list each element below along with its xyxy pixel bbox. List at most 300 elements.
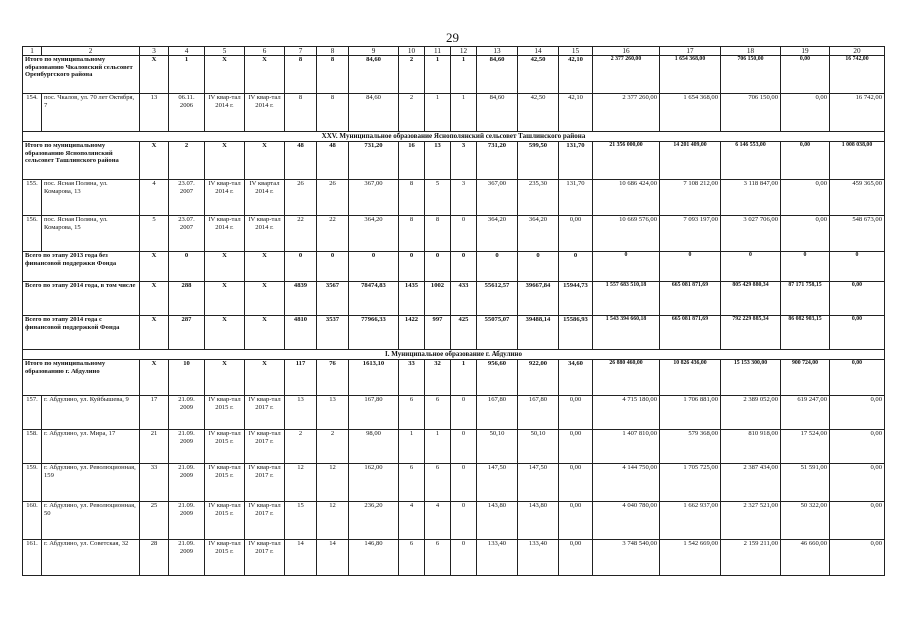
total-cell: 900 724,00 [781, 360, 830, 396]
table-cell: 0 [451, 396, 477, 430]
total-cell: 87 171 758,15 [781, 282, 830, 316]
table-cell: 2 327 521,00 [721, 502, 781, 540]
total-cell: 0 [721, 252, 781, 282]
total-cell: 0 [399, 252, 425, 282]
address-cell: пос. Ясная Поляна, ул. Комарова, 15 [42, 216, 140, 252]
total-cell: 2 [399, 56, 425, 94]
total-cell: 2 [169, 142, 205, 180]
total-cell: X [205, 56, 245, 94]
table-cell: 0 [451, 430, 477, 464]
total-cell: 0 [477, 252, 518, 282]
table-cell: IV квар-тал 2015 г. [205, 430, 245, 464]
table-cell: 98,00 [349, 430, 399, 464]
total-row [23, 56, 885, 94]
table-cell: 2 [285, 430, 317, 464]
column-header-18: 18 [721, 47, 781, 56]
housing-program-table [22, 46, 885, 576]
table-cell: 1 407 810,00 [593, 430, 660, 464]
table-row [23, 430, 885, 464]
table-cell: 147,50 [518, 464, 559, 502]
table-cell: 0,00 [830, 502, 885, 540]
table-cell: 50 322,00 [781, 502, 830, 540]
total-cell: 0 [781, 252, 830, 282]
section-header-row [23, 132, 885, 142]
total-cell: X [245, 282, 285, 316]
total-cell: 1002 [425, 282, 451, 316]
table-cell: 162,00 [349, 464, 399, 502]
table-cell: IV квар-тал 2015 г. [205, 502, 245, 540]
column-header-12: 12 [451, 47, 477, 56]
column-header-20: 20 [830, 47, 885, 56]
table-cell: 4 715 180,00 [593, 396, 660, 430]
table-cell: 0,00 [781, 94, 830, 132]
table-cell: 46 660,00 [781, 540, 830, 576]
table-cell: IV квар-тал 2014 г. [245, 216, 285, 252]
table-cell: 2 389 052,00 [721, 396, 781, 430]
total-cell: 8 [285, 56, 317, 94]
table-cell: 28 [140, 540, 169, 576]
table-cell: 2 [317, 430, 349, 464]
table-cell: 25 [140, 502, 169, 540]
table-cell: 133,40 [518, 540, 559, 576]
table-cell: 0 [451, 540, 477, 576]
table-cell: 22 [285, 216, 317, 252]
total-cell: 39488,14 [518, 316, 559, 350]
total-cell: 48 [317, 142, 349, 180]
row-number: 155. [23, 180, 42, 216]
total-cell: 84,60 [349, 56, 399, 94]
table-cell: 21 [140, 430, 169, 464]
table-cell: 1 654 368,00 [660, 94, 721, 132]
table-row [23, 180, 885, 216]
table-cell: IV квар-тал 2017 г. [245, 396, 285, 430]
table-cell: 1 662 937,00 [660, 502, 721, 540]
table-cell: 3 118 847,00 [721, 180, 781, 216]
row-number: 159. [23, 464, 42, 502]
table-cell: IV квар-тал 2014 г. [245, 94, 285, 132]
total-cell: X [205, 360, 245, 396]
total-cell: 16 742,00 [830, 56, 885, 94]
column-header-11: 11 [425, 47, 451, 56]
table-cell: 1 [425, 94, 451, 132]
table-cell: 143,80 [518, 502, 559, 540]
total-cell: 0 [559, 252, 593, 282]
total-cell: 3 [451, 142, 477, 180]
table-cell: 50,10 [518, 430, 559, 464]
total-row [23, 360, 885, 396]
address-cell: г. Абдулино, ул. Советская, 32 [42, 540, 140, 576]
total-cell: 77966,33 [349, 316, 399, 350]
table-cell: 6 [425, 464, 451, 502]
total-label: Итого по муниципальному образованию Яснополянский сельсовет Ташлинского района [23, 142, 140, 180]
total-row [23, 282, 885, 316]
column-header-15: 15 [559, 47, 593, 56]
total-cell: 1 [169, 56, 205, 94]
table-cell: 42,10 [559, 94, 593, 132]
total-label: Всего по этапу 2014 года, в том числе [23, 282, 140, 316]
table-cell: 16 742,00 [830, 94, 885, 132]
table-cell: 42,50 [518, 94, 559, 132]
table-cell: 10 686 424,00 [593, 180, 660, 216]
table-cell: 51 591,00 [781, 464, 830, 502]
table-cell: 6 [399, 396, 425, 430]
column-header-17: 17 [660, 47, 721, 56]
table-cell: 0 [451, 216, 477, 252]
table-cell: 133,40 [477, 540, 518, 576]
total-cell: X [140, 142, 169, 180]
total-cell: X [140, 360, 169, 396]
total-cell: 1 [451, 360, 477, 396]
total-cell: 0 [451, 252, 477, 282]
table-cell: 22 [317, 216, 349, 252]
total-cell: 0,00 [830, 360, 885, 396]
total-cell: 84,60 [477, 56, 518, 94]
table-cell: 167,80 [349, 396, 399, 430]
table-row [23, 216, 885, 252]
total-cell: X [140, 282, 169, 316]
table-cell: 2 159 211,00 [721, 540, 781, 576]
table-cell: 0,00 [559, 540, 593, 576]
column-header-16: 16 [593, 47, 660, 56]
total-cell: 0 [518, 252, 559, 282]
table-cell: 50,10 [477, 430, 518, 464]
total-cell: X [245, 360, 285, 396]
total-cell: 2 377 260,00 [593, 56, 660, 94]
table-cell: 17 524,00 [781, 430, 830, 464]
table-cell: 235,30 [518, 180, 559, 216]
total-row [23, 142, 885, 180]
table-cell: 17 [140, 396, 169, 430]
total-cell: 4810 [285, 316, 317, 350]
table-cell: 167,80 [477, 396, 518, 430]
table-cell: 146,80 [349, 540, 399, 576]
table-cell: 459 365,00 [830, 180, 885, 216]
total-cell: 1 [425, 56, 451, 94]
total-cell: 26 880 460,00 [593, 360, 660, 396]
total-cell: 15 153 300,00 [721, 360, 781, 396]
address-cell: пос. Чкалов, ул. 70 лет Октября, 7 [42, 94, 140, 132]
table-cell: 4 [140, 180, 169, 216]
total-cell: X [140, 56, 169, 94]
total-cell: 997 [425, 316, 451, 350]
total-cell: 1 008 038,00 [830, 142, 885, 180]
table-cell: 0 [451, 464, 477, 502]
table-cell: 147,50 [477, 464, 518, 502]
total-cell: X [245, 316, 285, 350]
row-number: 161. [23, 540, 42, 576]
table-cell: 4 144 750,00 [593, 464, 660, 502]
table-cell: 6 [425, 396, 451, 430]
section-title: XXV. Муниципальное образование Яснополянский сельсовет Ташлинского района [23, 132, 885, 142]
table-cell: 7 108 212,00 [660, 180, 721, 216]
total-cell: X [205, 252, 245, 282]
table-cell: IV квар-тал 2014 г. [205, 180, 245, 216]
total-cell: 6 146 553,00 [721, 142, 781, 180]
address-cell: г. Абдулино, ул. Революционная, 159 [42, 464, 140, 502]
total-cell: 0 [593, 252, 660, 282]
table-cell: 367,00 [477, 180, 518, 216]
table-cell: IV квар-тал 2015 г. [205, 396, 245, 430]
table-cell: 8 [425, 216, 451, 252]
total-cell: 665 081 871,69 [660, 316, 721, 350]
column-header-2: 2 [42, 47, 140, 56]
table-cell: 548 673,00 [830, 216, 885, 252]
total-cell: 0 [349, 252, 399, 282]
total-cell: 4839 [285, 282, 317, 316]
table-cell: 6 [425, 540, 451, 576]
total-cell: 8 [317, 56, 349, 94]
table-cell: IV квар-тал 2017 г. [245, 464, 285, 502]
table-cell: 8 [285, 94, 317, 132]
table-cell: 0,00 [559, 216, 593, 252]
total-row [23, 252, 885, 282]
total-cell: 10 826 436,00 [660, 360, 721, 396]
column-header-5: 5 [205, 47, 245, 56]
row-number: 158. [23, 430, 42, 464]
table-cell: 1 [425, 430, 451, 464]
total-cell: 34,60 [559, 360, 593, 396]
total-label: Всего по этапу 2014 года с финансовой поддержкой Фонда [23, 316, 140, 350]
table-cell: 23.07. 2007 [169, 180, 205, 216]
total-cell: 78474,83 [349, 282, 399, 316]
table-cell: 1 [451, 94, 477, 132]
column-header-13: 13 [477, 47, 518, 56]
table-cell: 143,80 [477, 502, 518, 540]
table-cell: IV квар-тал 2015 г. [205, 464, 245, 502]
total-cell: 0,00 [781, 142, 830, 180]
column-header-14: 14 [518, 47, 559, 56]
total-cell: X [245, 56, 285, 94]
column-header-row [23, 47, 885, 56]
table-cell: 0,00 [830, 540, 885, 576]
total-cell: 0,00 [830, 316, 885, 350]
table-cell: 0,00 [781, 216, 830, 252]
total-cell: 805 429 880,34 [721, 282, 781, 316]
table-cell: IV квар-тал 2014 г. [205, 94, 245, 132]
table-cell: 4 [425, 502, 451, 540]
total-cell: 42,10 [559, 56, 593, 94]
section-header-row [23, 350, 885, 360]
table-cell: 364,20 [349, 216, 399, 252]
total-cell: 14 201 409,00 [660, 142, 721, 180]
table-cell: 0,00 [559, 396, 593, 430]
total-cell: 0 [169, 252, 205, 282]
table-cell: 236,20 [349, 502, 399, 540]
column-header-19: 19 [781, 47, 830, 56]
table-row [23, 94, 885, 132]
table-cell: 5 [140, 216, 169, 252]
total-cell: 0 [317, 252, 349, 282]
total-cell: 0 [425, 252, 451, 282]
table-cell: 706 150,00 [721, 94, 781, 132]
total-cell: 1 [451, 56, 477, 94]
table-cell: 3 748 540,00 [593, 540, 660, 576]
total-cell: 1 654 368,00 [660, 56, 721, 94]
column-header-7: 7 [285, 47, 317, 56]
total-cell: 16 [399, 142, 425, 180]
table-cell: 21.09. 2009 [169, 464, 205, 502]
table-cell: 12 [285, 464, 317, 502]
section-title: I. Муниципальное образование г. Абдулино [23, 350, 885, 360]
total-cell: 21 356 000,00 [593, 142, 660, 180]
table-cell: 33 [140, 464, 169, 502]
row-number: 160. [23, 502, 42, 540]
table-cell: 3 027 706,00 [721, 216, 781, 252]
table-cell: 06.11. 2006 [169, 94, 205, 132]
address-cell: г. Абдулино, ул. Куйбышева, 9 [42, 396, 140, 430]
total-cell: 0 [660, 252, 721, 282]
table-cell: 21.09. 2009 [169, 502, 205, 540]
table-cell: IV квар-тал 2017 г. [245, 430, 285, 464]
total-cell: 86 082 903,15 [781, 316, 830, 350]
total-cell: 1 543 394 660,18 [593, 316, 660, 350]
table-cell: 367,00 [349, 180, 399, 216]
total-cell: 48 [285, 142, 317, 180]
table-row [23, 396, 885, 430]
table-cell: 2 387 434,00 [721, 464, 781, 502]
table-cell: 26 [285, 180, 317, 216]
table-cell: IV квар-тал 2015 г. [205, 540, 245, 576]
total-cell: X [140, 252, 169, 282]
total-cell: 13 [425, 142, 451, 180]
column-header-6: 6 [245, 47, 285, 56]
table-cell: 6 [399, 540, 425, 576]
table-cell: 579 368,00 [660, 430, 721, 464]
table-cell: 21.09. 2009 [169, 396, 205, 430]
total-cell: 42,50 [518, 56, 559, 94]
table-cell: 1 705 725,00 [660, 464, 721, 502]
total-cell: 10 [169, 360, 205, 396]
table-cell: 23.07. 2007 [169, 216, 205, 252]
column-header-4: 4 [169, 47, 205, 56]
total-cell: 792 229 885,34 [721, 316, 781, 350]
total-cell: 1613,10 [349, 360, 399, 396]
total-cell: X [245, 252, 285, 282]
page-number: 29 [446, 30, 459, 45]
total-cell: 287 [169, 316, 205, 350]
table-cell: 6 [399, 464, 425, 502]
total-cell: 3537 [317, 316, 349, 350]
total-cell: 0 [830, 252, 885, 282]
total-cell: 665 081 871,69 [660, 282, 721, 316]
column-header-3: 3 [140, 47, 169, 56]
table-cell: 12 [317, 502, 349, 540]
total-cell: X [205, 282, 245, 316]
table-cell: 8 [317, 94, 349, 132]
table-cell: 13 [140, 94, 169, 132]
total-row [23, 316, 885, 350]
table-cell: 1 [399, 430, 425, 464]
address-cell: пос. Ясная Поляна, ул. Комарова, 13 [42, 180, 140, 216]
table-cell: 13 [317, 396, 349, 430]
table-cell: 2 377 260,00 [593, 94, 660, 132]
table-cell: 810 918,00 [721, 430, 781, 464]
table-cell: IV квар-тал 2017 г. [245, 540, 285, 576]
table-cell: 0,00 [559, 430, 593, 464]
total-cell: 0,00 [781, 56, 830, 94]
table-cell: 0,00 [781, 180, 830, 216]
table-cell: 5 [425, 180, 451, 216]
table-cell: 131,70 [559, 180, 593, 216]
table-cell: 0,00 [559, 464, 593, 502]
table-cell: 364,20 [477, 216, 518, 252]
total-cell: 1435 [399, 282, 425, 316]
table-cell: 84,60 [349, 94, 399, 132]
total-cell: 33 [399, 360, 425, 396]
address-cell: г. Абдулино, ул. Революционная, 50 [42, 502, 140, 540]
table-cell: 21.09. 2009 [169, 540, 205, 576]
total-cell: 131,70 [559, 142, 593, 180]
total-cell: 15944,73 [559, 282, 593, 316]
table-row [23, 540, 885, 576]
table-cell: 26 [317, 180, 349, 216]
table-cell: 619 247,00 [781, 396, 830, 430]
total-cell: 956,60 [477, 360, 518, 396]
table-cell: 2 [399, 94, 425, 132]
row-number: 154. [23, 94, 42, 132]
total-cell: 433 [451, 282, 477, 316]
address-cell: г. Абдулино, ул. Мира, 17 [42, 430, 140, 464]
total-cell: 3567 [317, 282, 349, 316]
table-cell: 84,60 [477, 94, 518, 132]
table-cell: 0,00 [830, 430, 885, 464]
total-cell: 117 [285, 360, 317, 396]
table-cell: 0,00 [830, 396, 885, 430]
table-cell: 12 [317, 464, 349, 502]
table-cell: 7 093 197,00 [660, 216, 721, 252]
total-cell: 39667,84 [518, 282, 559, 316]
table-cell: 0,00 [830, 464, 885, 502]
table-cell: 0,00 [559, 502, 593, 540]
total-cell: 599,50 [518, 142, 559, 180]
total-cell: 731,20 [477, 142, 518, 180]
row-number: 156. [23, 216, 42, 252]
table-cell: 14 [285, 540, 317, 576]
total-cell: X [205, 142, 245, 180]
table-cell: 3 [451, 180, 477, 216]
table-cell: 14 [317, 540, 349, 576]
total-cell: 288 [169, 282, 205, 316]
column-header-8: 8 [317, 47, 349, 56]
total-cell: 1 557 683 510,18 [593, 282, 660, 316]
table-row [23, 502, 885, 540]
table-cell: 10 669 576,00 [593, 216, 660, 252]
total-cell: 0 [285, 252, 317, 282]
column-header-10: 10 [399, 47, 425, 56]
table-cell: 21.09. 2009 [169, 430, 205, 464]
total-cell: 922,00 [518, 360, 559, 396]
total-cell: X [140, 316, 169, 350]
total-cell: 425 [451, 316, 477, 350]
total-label: Итого по муниципальному образованию г. Абдулино [23, 360, 140, 396]
total-cell: 55075,07 [477, 316, 518, 350]
total-cell: 731,20 [349, 142, 399, 180]
table-cell: 1 542 669,00 [660, 540, 721, 576]
table-cell: IV квар-тал 2014 г. [205, 216, 245, 252]
column-header-1: 1 [23, 47, 42, 56]
total-cell: X [205, 316, 245, 350]
total-label: Всего по этапу 2013 года без финансовой поддержки Фонда [23, 252, 140, 282]
total-cell: 706 150,00 [721, 56, 781, 94]
total-cell: X [245, 142, 285, 180]
total-cell: 55612,57 [477, 282, 518, 316]
total-cell: 76 [317, 360, 349, 396]
row-number: 157. [23, 396, 42, 430]
total-cell: 0,00 [830, 282, 885, 316]
table-cell: 167,80 [518, 396, 559, 430]
total-cell: 1422 [399, 316, 425, 350]
table-cell: IV квартал 2014 г. [245, 180, 285, 216]
